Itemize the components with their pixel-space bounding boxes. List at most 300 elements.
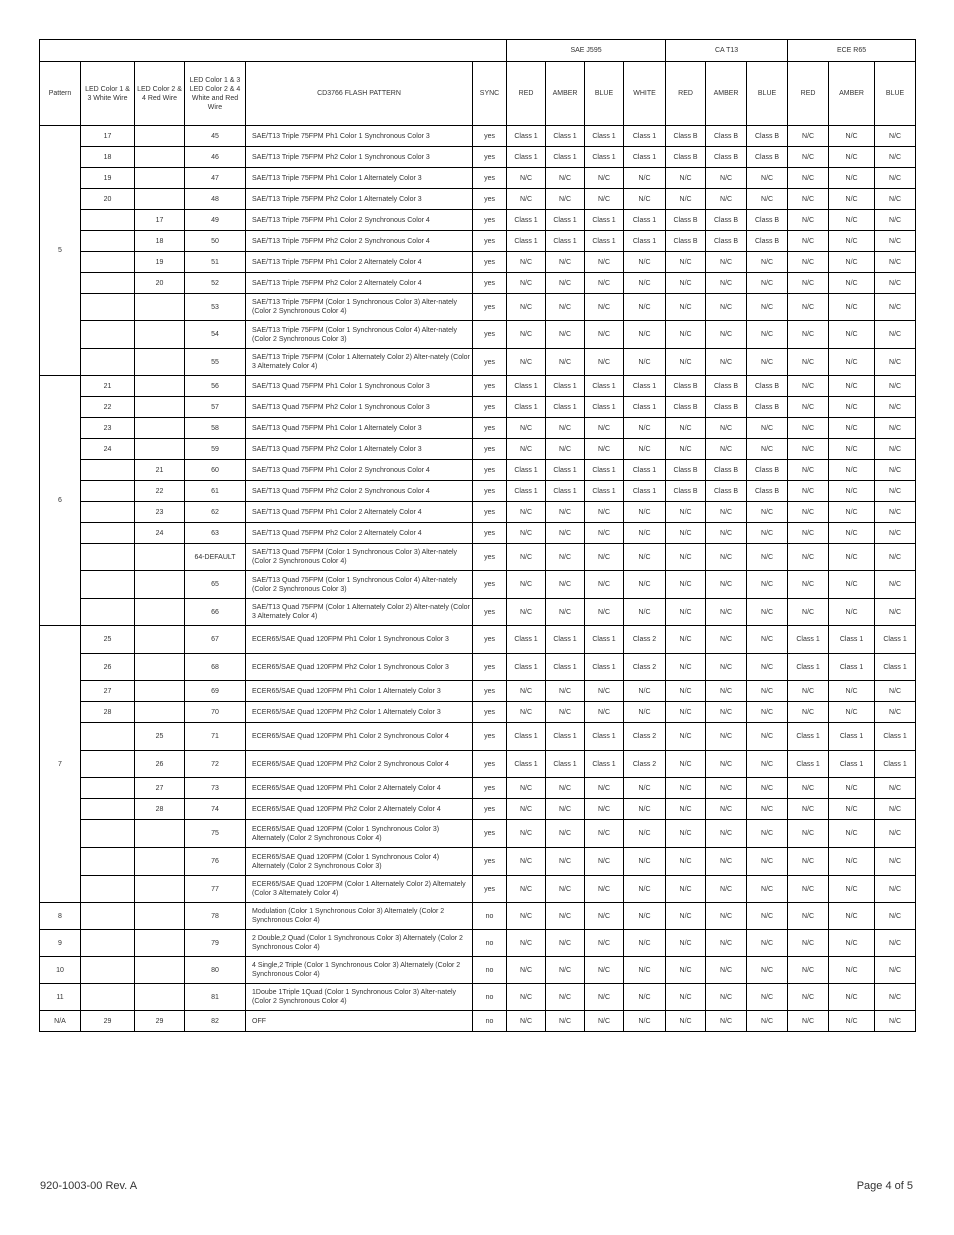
ece-blue-cell: N/C	[875, 599, 916, 626]
led-1324-cell: 68	[185, 654, 246, 681]
ece-blue-cell: Class 1	[875, 751, 916, 778]
sae-red-cell: N/C	[507, 523, 546, 544]
ca-red-cell: N/C	[666, 654, 706, 681]
flash-pattern-cell: OFF	[246, 1011, 473, 1032]
sae-amber-cell: Class 1	[546, 126, 585, 147]
ca-amber-cell: N/C	[706, 799, 747, 820]
sae-red-cell: N/C	[507, 502, 546, 523]
led-13-cell	[81, 571, 135, 599]
ca-blue-cell: N/C	[747, 544, 788, 571]
sae-red-cell: N/C	[507, 252, 546, 273]
sae-amber-cell: Class 1	[546, 460, 585, 481]
sae-red-cell: N/C	[507, 799, 546, 820]
sae-amber-cell: N/C	[546, 778, 585, 799]
ece-amber-cell: N/C	[829, 930, 875, 957]
ece-blue-cell: N/C	[875, 168, 916, 189]
sync-cell: yes	[473, 147, 507, 168]
ece-red-cell: Class 1	[788, 723, 829, 751]
led-1324-cell: 71	[185, 723, 246, 751]
sae-white-cell: N/C	[624, 571, 666, 599]
ece-amber-cell: N/C	[829, 376, 875, 397]
ece-amber-cell: N/C	[829, 126, 875, 147]
sync-cell: yes	[473, 723, 507, 751]
sae-red-cell: Class 1	[507, 654, 546, 681]
pattern-cell: 11	[40, 984, 81, 1011]
led-1324-cell: 58	[185, 418, 246, 439]
ca-red-cell: N/C	[666, 626, 706, 654]
sae-blue-cell: N/C	[585, 321, 624, 349]
led-24-cell: 17	[135, 210, 185, 231]
led-1324-cell: 79	[185, 930, 246, 957]
flash-pattern-cell: SAE/T13 Triple 75FPM (Color 1 Synchronous Color 4) Alter-nately (Color 2 Synchronous Color 3)	[246, 321, 473, 349]
led-13-cell	[81, 848, 135, 876]
ca-blue-cell: N/C	[747, 294, 788, 321]
led-24-cell	[135, 903, 185, 930]
table-row	[40, 702, 916, 723]
sae-white-cell: N/C	[624, 1011, 666, 1032]
led-24-cell	[135, 571, 185, 599]
sync-cell: yes	[473, 168, 507, 189]
ece-blue-header: BLUE	[875, 62, 916, 126]
sae-amber-cell: N/C	[546, 544, 585, 571]
sae-blue-cell: N/C	[585, 848, 624, 876]
led-1324-cell: 70	[185, 702, 246, 723]
ca-blue-cell: N/C	[747, 599, 788, 626]
ca-blue-cell: N/C	[747, 252, 788, 273]
led-1324-cell: 76	[185, 848, 246, 876]
ca-blue-cell: N/C	[747, 654, 788, 681]
led-1324-cell: 62	[185, 502, 246, 523]
sync-cell: yes	[473, 571, 507, 599]
ca-amber-cell: Class B	[706, 126, 747, 147]
ece-blue-cell: Class 1	[875, 654, 916, 681]
sae-blue-cell: N/C	[585, 294, 624, 321]
sae-amber-cell: Class 1	[546, 147, 585, 168]
ece-blue-cell: N/C	[875, 439, 916, 460]
led-13-cell: 29	[81, 1011, 135, 1032]
sae-blue-cell: Class 1	[585, 481, 624, 502]
sae-amber-cell: N/C	[546, 799, 585, 820]
flash-pattern-cell: SAE/T13 Quad 75FPM Ph2 Color 2 Alternately Color 4	[246, 523, 473, 544]
ca-amber-cell: N/C	[706, 723, 747, 751]
led-13-cell	[81, 481, 135, 502]
sae-amber-cell: Class 1	[546, 723, 585, 751]
ece-blue-cell: N/C	[875, 126, 916, 147]
led-1324-cell: 66	[185, 599, 246, 626]
ca-blue-cell: N/C	[747, 820, 788, 848]
sae-white-cell: Class 1	[624, 376, 666, 397]
led-24-cell	[135, 126, 185, 147]
sync-cell: yes	[473, 820, 507, 848]
sae-amber-cell: N/C	[546, 502, 585, 523]
ca-blue-cell: N/C	[747, 418, 788, 439]
ca-blue-cell: N/C	[747, 273, 788, 294]
table-row	[40, 210, 916, 231]
sae-blue-cell: N/C	[585, 273, 624, 294]
led-13-cell	[81, 957, 135, 984]
ece-blue-cell: N/C	[875, 147, 916, 168]
ece-red-cell: N/C	[788, 376, 829, 397]
ca-blue-cell: N/C	[747, 799, 788, 820]
sae-blue-cell: N/C	[585, 778, 624, 799]
led-24-cell: 26	[135, 751, 185, 778]
led-24-cell	[135, 439, 185, 460]
ca-red-cell: N/C	[666, 848, 706, 876]
ece-red-cell: N/C	[788, 252, 829, 273]
sae-amber-cell: N/C	[546, 984, 585, 1011]
table-row	[40, 957, 916, 984]
sync-cell: yes	[473, 681, 507, 702]
blank-header-cell	[40, 40, 507, 62]
flash-pattern-cell: 4 Single,2 Triple (Color 1 Synchronous Color 3) Alternately (Color 2 Synchronous Color 4)	[246, 957, 473, 984]
ca-amber-cell: Class B	[706, 481, 747, 502]
led-1324-cell: 81	[185, 984, 246, 1011]
sae-blue-cell: N/C	[585, 349, 624, 376]
sae-amber-cell: N/C	[546, 252, 585, 273]
ca-blue-cell: N/C	[747, 751, 788, 778]
sae-white-cell: N/C	[624, 778, 666, 799]
flash-pattern-cell: ECER65/SAE Quad 120FPM Ph2 Color 2 Synchronous Color 4	[246, 751, 473, 778]
led-24-cell	[135, 168, 185, 189]
table-row	[40, 723, 916, 751]
ece-red-cell: N/C	[788, 903, 829, 930]
sync-cell: yes	[473, 418, 507, 439]
flash-pattern-cell: SAE/T13 Triple 75FPM Ph2 Color 2 Alternately Color 4	[246, 273, 473, 294]
led-13-cell	[81, 294, 135, 321]
ca-amber-cell: Class B	[706, 460, 747, 481]
led-13-cell	[81, 210, 135, 231]
sae-amber-cell: Class 1	[546, 481, 585, 502]
sae-amber-cell: N/C	[546, 702, 585, 723]
sae-amber-cell: N/C	[546, 189, 585, 210]
led-24-cell	[135, 544, 185, 571]
sae-blue-cell: Class 1	[585, 376, 624, 397]
pattern-cell: 8	[40, 903, 81, 930]
ca-blue-cell: Class B	[747, 460, 788, 481]
led-13-cell	[81, 599, 135, 626]
sae-amber-cell: Class 1	[546, 397, 585, 418]
table-row	[40, 273, 916, 294]
ca-red-cell: N/C	[666, 571, 706, 599]
sae-red-cell: Class 1	[507, 751, 546, 778]
table-row	[40, 599, 916, 626]
flash-pattern-cell: SAE/T13 Quad 75FPM Ph1 Color 1 Alternately Color 3	[246, 418, 473, 439]
ece-red-cell: Class 1	[788, 751, 829, 778]
sync-cell: yes	[473, 523, 507, 544]
led-13-cell: 21	[81, 376, 135, 397]
led-24-cell	[135, 876, 185, 903]
sae-amber-cell: N/C	[546, 681, 585, 702]
sae-amber-cell: N/C	[546, 273, 585, 294]
sae-red-cell: N/C	[507, 778, 546, 799]
sae-white-cell: N/C	[624, 702, 666, 723]
led-24-cell	[135, 654, 185, 681]
sync-cell: no	[473, 903, 507, 930]
ece-blue-cell: N/C	[875, 820, 916, 848]
sae-white-cell: N/C	[624, 799, 666, 820]
sae-red-cell: Class 1	[507, 210, 546, 231]
ece-red-cell: N/C	[788, 544, 829, 571]
ca-amber-cell: N/C	[706, 273, 747, 294]
ece-red-cell: N/C	[788, 984, 829, 1011]
ca-blue-cell: N/C	[747, 681, 788, 702]
sync-cell: yes	[473, 321, 507, 349]
table-row	[40, 481, 916, 502]
ece-amber-cell: N/C	[829, 231, 875, 252]
led-1324-cell: 59	[185, 439, 246, 460]
sae-amber-cell: N/C	[546, 294, 585, 321]
sae-amber-cell: N/C	[546, 876, 585, 903]
ece-amber-cell: N/C	[829, 189, 875, 210]
ece-blue-cell: N/C	[875, 957, 916, 984]
led-13-cell	[81, 321, 135, 349]
flash-pattern-cell: SAE/T13 Triple 75FPM Ph2 Color 1 Alternately Color 3	[246, 189, 473, 210]
led-13-header: LED Color 1 & 3 White Wire	[81, 62, 135, 126]
ca-blue-cell: N/C	[747, 502, 788, 523]
table-row	[40, 460, 916, 481]
sync-cell: yes	[473, 848, 507, 876]
flash-pattern-cell: SAE/T13 Quad 75FPM Ph2 Color 1 Alternately Color 3	[246, 439, 473, 460]
sync-cell: yes	[473, 252, 507, 273]
ece-red-cell: N/C	[788, 876, 829, 903]
sae-amber-cell: N/C	[546, 571, 585, 599]
table-row	[40, 903, 916, 930]
ece-amber-cell: N/C	[829, 294, 875, 321]
ece-blue-cell: N/C	[875, 1011, 916, 1032]
ca-amber-cell: N/C	[706, 848, 747, 876]
ca-red-cell: Class B	[666, 126, 706, 147]
ece-amber-cell: N/C	[829, 778, 875, 799]
sae-red-cell: N/C	[507, 903, 546, 930]
sae-white-cell: N/C	[624, 903, 666, 930]
sae-red-cell: Class 1	[507, 231, 546, 252]
sync-cell: yes	[473, 294, 507, 321]
sae-amber-cell: Class 1	[546, 751, 585, 778]
ece-blue-cell: Class 1	[875, 626, 916, 654]
sae-white-cell: N/C	[624, 876, 666, 903]
sae-white-cell: N/C	[624, 168, 666, 189]
led-1324-cell: 67	[185, 626, 246, 654]
sae-red-cell: N/C	[507, 957, 546, 984]
ca-red-cell: N/C	[666, 820, 706, 848]
sae-red-cell: N/C	[507, 544, 546, 571]
ece-red-cell: N/C	[788, 957, 829, 984]
ca-blue-cell: Class B	[747, 231, 788, 252]
ece-red-cell: N/C	[788, 397, 829, 418]
ca-red-cell: N/C	[666, 439, 706, 460]
sync-cell: yes	[473, 273, 507, 294]
ca-blue-cell: N/C	[747, 930, 788, 957]
sae-blue-cell: Class 1	[585, 723, 624, 751]
ca-blue-cell: Class B	[747, 376, 788, 397]
ca-amber-cell: N/C	[706, 544, 747, 571]
ca-red-cell: Class B	[666, 460, 706, 481]
ece-red-cell: N/C	[788, 349, 829, 376]
ca-amber-cell: N/C	[706, 903, 747, 930]
ca-amber-cell: N/C	[706, 751, 747, 778]
ece-amber-cell: Class 1	[829, 723, 875, 751]
pattern-cell: 9	[40, 930, 81, 957]
ece-amber-cell: N/C	[829, 481, 875, 502]
table-row	[40, 820, 916, 848]
sae-blue-cell: N/C	[585, 984, 624, 1011]
sae-amber-cell: N/C	[546, 903, 585, 930]
ece-amber-cell: N/C	[829, 397, 875, 418]
table-row	[40, 439, 916, 460]
led-13-cell: 25	[81, 626, 135, 654]
ece-red-cell: N/C	[788, 820, 829, 848]
ece-red-cell: N/C	[788, 1011, 829, 1032]
ece-blue-cell: N/C	[875, 294, 916, 321]
sae-red-cell: N/C	[507, 321, 546, 349]
sae-white-cell: N/C	[624, 273, 666, 294]
ece-blue-cell: N/C	[875, 231, 916, 252]
sae-amber-cell: Class 1	[546, 231, 585, 252]
ca-amber-cell: N/C	[706, 252, 747, 273]
led-1324-cell: 73	[185, 778, 246, 799]
ca-red-cell: N/C	[666, 544, 706, 571]
table-row	[40, 654, 916, 681]
led-13-cell: 18	[81, 147, 135, 168]
sae-white-cell: Class 2	[624, 751, 666, 778]
sae-white-cell: Class 2	[624, 723, 666, 751]
sae-blue-cell: Class 1	[585, 751, 624, 778]
flash-pattern-cell: Modulation (Color 1 Synchronous Color 3) Alternately (Color 2 Synchronous Color 4)	[246, 903, 473, 930]
sae-red-cell: N/C	[507, 681, 546, 702]
led-24-cell: 20	[135, 273, 185, 294]
ece-amber-cell: N/C	[829, 273, 875, 294]
flash-pattern-cell: 1Doube 1Triple 1Quad (Color 1 Synchronous Color 3) Alter-nately (Color 2 Synchronous Color 4)	[246, 984, 473, 1011]
ece-blue-cell: N/C	[875, 349, 916, 376]
ca-blue-cell: N/C	[747, 571, 788, 599]
led-1324-cell: 51	[185, 252, 246, 273]
sae-blue-cell: N/C	[585, 168, 624, 189]
table-row	[40, 1011, 916, 1032]
ca-blue-cell: N/C	[747, 876, 788, 903]
ca-blue-cell: N/C	[747, 189, 788, 210]
led-24-cell	[135, 681, 185, 702]
flash-pattern-cell: SAE/T13 Triple 75FPM (Color 1 Alternately Color 2) Alter-nately (Color 3 Alternately Color 4)	[246, 349, 473, 376]
sae-red-cell: Class 1	[507, 626, 546, 654]
ece-red-cell: N/C	[788, 930, 829, 957]
sae-red-cell: N/C	[507, 189, 546, 210]
led-1324-cell: 53	[185, 294, 246, 321]
sae-amber-cell: N/C	[546, 930, 585, 957]
ece-red-cell: N/C	[788, 273, 829, 294]
flash-pattern-cell: ECER65/SAE Quad 120FPM Ph1 Color 2 Synchronous Color 4	[246, 723, 473, 751]
ca-blue-cell: N/C	[747, 984, 788, 1011]
ca-red-cell: N/C	[666, 723, 706, 751]
sae-blue-cell: N/C	[585, 903, 624, 930]
ece-blue-cell: N/C	[875, 418, 916, 439]
sync-cell: yes	[473, 876, 507, 903]
table-row	[40, 147, 916, 168]
ece-blue-cell: N/C	[875, 544, 916, 571]
sae-amber-cell: N/C	[546, 599, 585, 626]
sae-white-cell: N/C	[624, 189, 666, 210]
ece-amber-cell: N/C	[829, 1011, 875, 1032]
sae-amber-cell: N/C	[546, 321, 585, 349]
ca-amber-cell: Class B	[706, 376, 747, 397]
ece-blue-cell: N/C	[875, 273, 916, 294]
ca-amber-cell: N/C	[706, 599, 747, 626]
pattern-cell: 10	[40, 957, 81, 984]
sae-blue-cell: N/C	[585, 252, 624, 273]
led-13-cell	[81, 523, 135, 544]
ca-red-cell: N/C	[666, 321, 706, 349]
flash-pattern-cell: SAE/T13 Triple 75FPM Ph1 Color 1 Alternately Color 3	[246, 168, 473, 189]
table-row	[40, 502, 916, 523]
sae-red-cell: N/C	[507, 273, 546, 294]
sae-red-cell: N/C	[507, 848, 546, 876]
ece-amber-cell: N/C	[829, 502, 875, 523]
led-24-cell	[135, 848, 185, 876]
sae-white-cell: N/C	[624, 523, 666, 544]
led-1324-cell: 57	[185, 397, 246, 418]
sync-cell: yes	[473, 799, 507, 820]
sync-cell: yes	[473, 702, 507, 723]
ca-red-cell: N/C	[666, 930, 706, 957]
ca-red-cell: Class B	[666, 397, 706, 418]
page-number: Page 4 of 5	[856, 1180, 913, 1192]
led-24-cell	[135, 626, 185, 654]
ece-red-cell: N/C	[788, 189, 829, 210]
led-13-cell	[81, 778, 135, 799]
ece-blue-cell: N/C	[875, 984, 916, 1011]
sae-blue-cell: N/C	[585, 681, 624, 702]
sae-red-cell: Class 1	[507, 126, 546, 147]
sae-amber-cell: N/C	[546, 349, 585, 376]
ece-amber-cell: N/C	[829, 957, 875, 984]
column-header-row	[40, 62, 916, 126]
sync-header: SYNC	[473, 62, 507, 126]
ece-amber-cell: N/C	[829, 599, 875, 626]
ca-red-cell: Class B	[666, 231, 706, 252]
ece-blue-cell: N/C	[875, 252, 916, 273]
sae-white-cell: Class 1	[624, 126, 666, 147]
ece-amber-cell: N/C	[829, 439, 875, 460]
ece-amber-cell: N/C	[829, 984, 875, 1011]
ca-blue-cell: N/C	[747, 723, 788, 751]
led-1324-cell: 77	[185, 876, 246, 903]
sync-cell: yes	[473, 778, 507, 799]
flash-pattern-cell: SAE/T13 Quad 75FPM Ph1 Color 2 Synchronous Color 4	[246, 460, 473, 481]
ca-blue-cell: N/C	[747, 1011, 788, 1032]
ece-amber-cell: Class 1	[829, 751, 875, 778]
sae-blue-cell: N/C	[585, 820, 624, 848]
ca-blue-cell: N/C	[747, 903, 788, 930]
table-row	[40, 523, 916, 544]
sae-red-cell: Class 1	[507, 376, 546, 397]
ece-blue-cell: Class 1	[875, 723, 916, 751]
ece-blue-cell: N/C	[875, 930, 916, 957]
sae-blue-cell: N/C	[585, 571, 624, 599]
led-24-cell	[135, 376, 185, 397]
led-13-cell	[81, 820, 135, 848]
ca-amber-cell: N/C	[706, 681, 747, 702]
led-24-cell: 18	[135, 231, 185, 252]
ca-blue-cell: N/C	[747, 168, 788, 189]
pattern-cell: 7	[40, 626, 81, 903]
table-row	[40, 848, 916, 876]
sae-red-cell: N/C	[507, 820, 546, 848]
sae-amber-cell: Class 1	[546, 210, 585, 231]
table-row	[40, 984, 916, 1011]
led-1324-cell: 55	[185, 349, 246, 376]
sae-white-cell: N/C	[624, 502, 666, 523]
sae-blue-cell: N/C	[585, 502, 624, 523]
led-24-cell: 21	[135, 460, 185, 481]
